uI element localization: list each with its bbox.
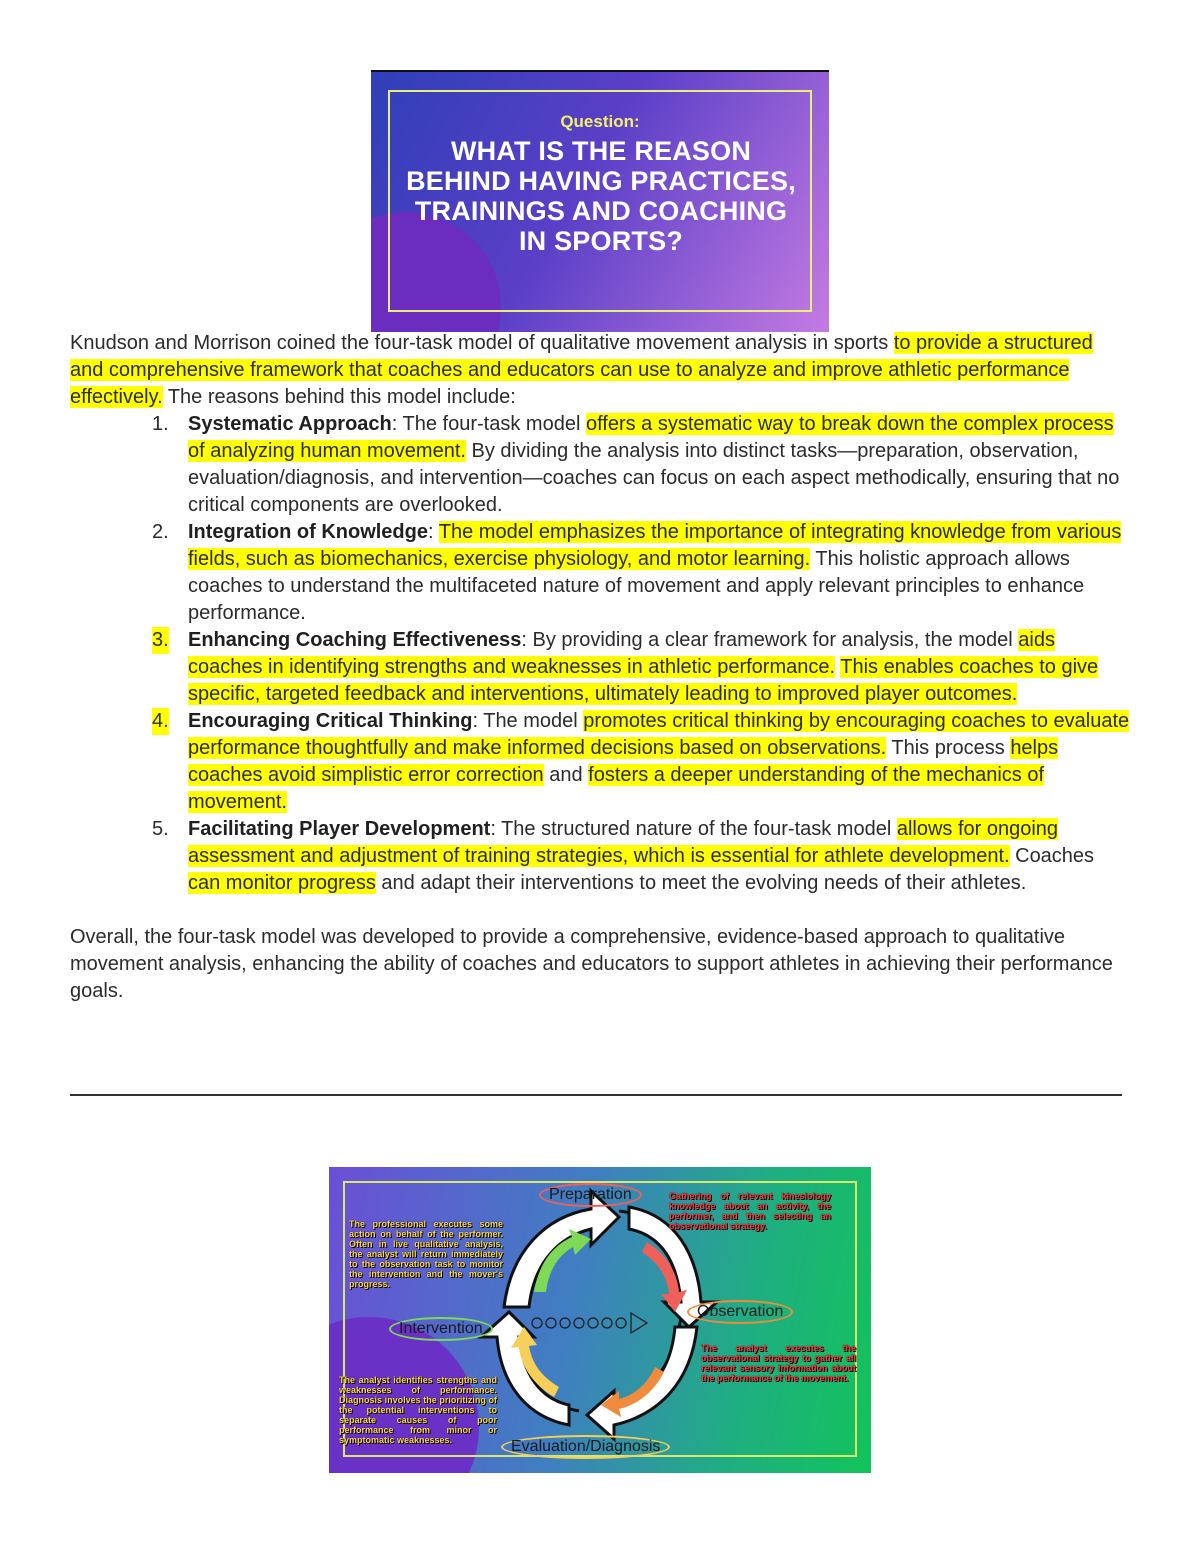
- list-number: 4.: [152, 708, 169, 735]
- reason-text: : By providing a clear framework for analysis, the model: [521, 629, 1019, 651]
- reason-title: Facilitating Player Development: [188, 818, 491, 840]
- reason-text: By dividing the analysis into distinct tasks—preparation, observation, evaluation/diagnosis, and intervention—coaches can focus on each aspect methodically, ensuring that no critical components are overlooked.: [188, 440, 1120, 516]
- question-banner-image: [371, 70, 829, 332]
- evaluation-note: The analyst identifies strengths and weaknesses of performance. Diagnosis involves the prioritizing of the potential interventions to separate causes of poor performance from minor or symptomatic weaknesses.: [339, 1375, 497, 1445]
- list-number: 1.: [152, 413, 169, 435]
- question-label: Question:: [560, 112, 640, 131]
- list-number: 3.: [152, 627, 169, 654]
- reason-highlight: helps coaches avoid simplistic error correction: [188, 737, 1059, 786]
- reason-highlight: can monitor progress: [188, 872, 376, 894]
- section-divider: [70, 1094, 1122, 1096]
- reason-highlight: The model emphasizes the importance of integrating knowledge from various fields, such as biomechanics, exercise physiology, and motor learning.: [188, 521, 1122, 570]
- intro-paragraph: [70, 330, 1130, 411]
- preparation-note: Gathering of relevant kinesiology knowledge about an activity, the performer, and then selecting an observational strategy.: [669, 1191, 831, 1231]
- center-dots: [532, 1313, 647, 1333]
- reason-text: This process: [886, 737, 1011, 759]
- list-item: [70, 816, 1130, 897]
- reason-title: Systematic Approach: [188, 413, 392, 435]
- reason-title: Enhancing Coaching Effectiveness: [188, 629, 522, 651]
- reason-text: : The structured nature of the four-task model: [490, 818, 897, 840]
- reason-highlight: aids coaches in identifying strengths and weaknesses in athletic performance.: [188, 629, 1055, 678]
- reason-highlight: offers a systematic way to break down the complex process of analyzing human movement.: [188, 413, 1114, 462]
- reason-text: : The four-task model: [391, 413, 586, 435]
- stage-observation: Observation: [687, 1300, 793, 1324]
- reason-highlight: promotes critical thinking by encouraging coaches to evaluate performance thoughtfully and make informed decisions based on observations.: [188, 710, 1130, 759]
- list-number: 2.: [152, 521, 169, 543]
- reason-highlight: fosters a deeper understanding of the mechanics of movement.: [188, 764, 1045, 813]
- intro-text: Knudson and Morrison coined the four-task model of qualitative movement analysis in sports: [70, 332, 894, 354]
- list-item: [70, 411, 1130, 519]
- observation-note: The analyst executes the observational strategy to gather all relevant sensory information about the performance of the movement.: [701, 1343, 856, 1383]
- overall-paragraph: Overall, the four-task model was developed to provide a comprehensive, evidence-based approach to qualitative movement analysis, enhancing the ability of coaches and educators to support athletes in achieving their performance goals.: [70, 926, 1113, 1002]
- reason-text: : The model: [472, 710, 584, 732]
- reason-text: This holistic approach allows coaches to understand the multifaceted nature of movement and apply relevant principles to enhance performance.: [188, 548, 1085, 624]
- reason-highlight: allows for ongoing assessment and adjustment of training strategies, which is essential for athlete development.: [188, 818, 1059, 867]
- reason-text: :: [428, 521, 439, 543]
- intro-highlight: to provide a structured and comprehensive framework that coaches and educators can use to analyze and improve athletic performance effectively.: [70, 332, 1093, 408]
- reason-text: and adapt their interventions to meet the evolving needs of their athletes.: [375, 872, 1027, 894]
- document-body: [70, 330, 1130, 1005]
- list-item: [70, 627, 1130, 708]
- intro-text-end: The reasons behind this model include:: [162, 386, 516, 408]
- question-text: WHAT IS THE REASON BEHIND HAVING PRACTICES, TRAININGS AND COACHING IN SPORTS?: [406, 136, 796, 256]
- reason-text: Coaches: [1009, 845, 1095, 867]
- reason-highlight: This enables coaches to give specific, targeted feedback and interventions, ultimately leading to improved player outcomes.: [188, 656, 1099, 705]
- list-number: 5.: [152, 818, 169, 840]
- reasons-list: [70, 411, 1130, 897]
- reason-title: Encouraging Critical Thinking: [188, 710, 473, 732]
- list-item: [70, 708, 1130, 816]
- reason-title: Integration of Knowledge: [188, 521, 428, 543]
- stage-intervention: Intervention: [389, 1317, 493, 1341]
- list-item: [70, 519, 1130, 627]
- four-task-model-diagram: [329, 1167, 871, 1473]
- intervention-note: The professional executes some action on behalf of the performer. Often in live qualitative analysis, the analyst will return immediately to the observation task to monitor the intervention and the mover's progress.: [349, 1219, 503, 1289]
- stage-evaluation-diagnosis: Evaluation/Diagnosis: [501, 1435, 670, 1459]
- stage-preparation: Preparation: [539, 1183, 642, 1207]
- reason-text: and: [543, 764, 589, 786]
